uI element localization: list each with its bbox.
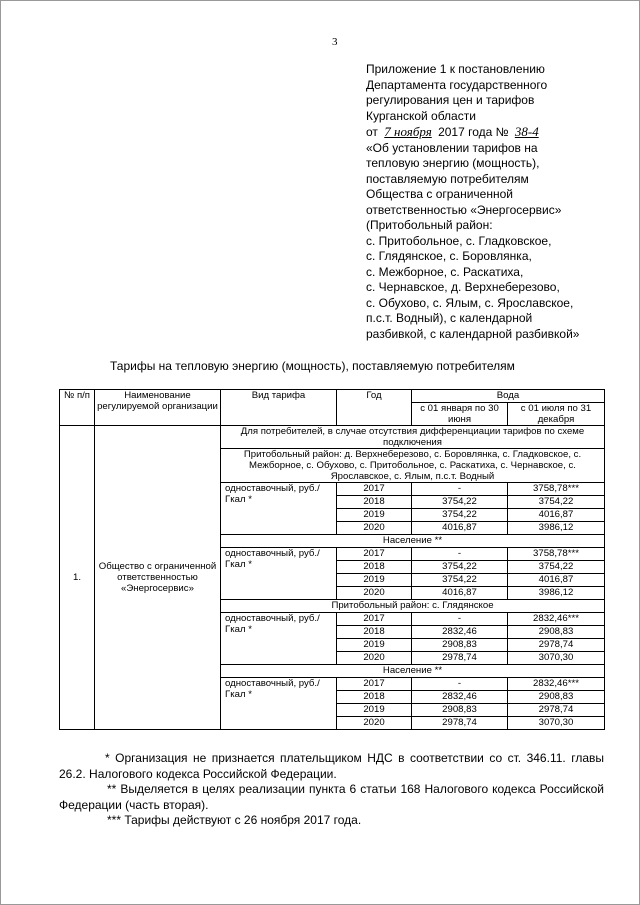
- date-year-number: 2017 года №: [438, 125, 509, 139]
- subject-line: с. Обухово, с. Ялым, с. Ярославское,: [366, 295, 574, 310]
- half1-value: -: [412, 548, 508, 561]
- half1-value: 2978,74: [412, 717, 508, 730]
- half2-value: 2832,46***: [508, 678, 605, 691]
- organization-name: Общество с ограниченной ответственностью «Энергосервис»: [95, 426, 221, 730]
- appendix-line: Приложение 1 к постановлению: [366, 62, 545, 76]
- half1-value: 2908,83: [412, 639, 508, 652]
- half2-value: 3986,12: [508, 587, 605, 600]
- header-period-1: с 01 января по 30 июня: [412, 403, 508, 426]
- year-cell: 2018: [337, 496, 412, 509]
- half2-value: 2978,74: [508, 704, 605, 717]
- subject-line: с. Межборное, с. Раскатиха,: [366, 264, 524, 279]
- half2-value: 2978,74: [508, 639, 605, 652]
- header-type: Вид тарифа: [221, 390, 337, 426]
- half1-value: -: [412, 613, 508, 626]
- subject-line: п.с.т. Водный), с календарной: [366, 311, 533, 325]
- year-cell: 2017: [337, 483, 412, 496]
- half2-value: 3070,30: [508, 717, 605, 730]
- table-title: Тарифы на тепловую энергию (мощность), поставляемую потребителям: [110, 359, 515, 373]
- year-cell: 2019: [337, 639, 412, 652]
- subject-line: с. Притобольное, с. Гладковское,: [366, 233, 552, 248]
- half2-value: 4016,87: [508, 574, 605, 587]
- half1-value: 2908,83: [412, 704, 508, 717]
- tariff-type: одноставочный, руб./Гкал *: [221, 613, 337, 665]
- half2-value: 2832,46***: [508, 613, 605, 626]
- header-num: № п/п: [60, 390, 95, 426]
- half2-value: 3986,12: [508, 522, 605, 535]
- page-number: 3: [332, 36, 338, 48]
- half2-value: 3758,78***: [508, 483, 605, 496]
- subject-line: ответственностью «Энергосервис»: [366, 202, 562, 217]
- year-cell: 2019: [337, 574, 412, 587]
- subject-line: поставляемую потребителям: [366, 171, 529, 186]
- subject-line: Общества с ограниченной: [366, 187, 513, 201]
- half2-value: 2908,83: [508, 626, 605, 639]
- half1-value: -: [412, 678, 508, 691]
- half1-value: 2832,46: [412, 626, 508, 639]
- year-cell: 2018: [337, 561, 412, 574]
- year-cell: 2017: [337, 613, 412, 626]
- half1-value: 3754,22: [412, 509, 508, 522]
- half1-value: 3754,22: [412, 561, 508, 574]
- section-area-1: Притобольный район: д. Верхнеберезово, с. Боровлянка, с. Гладковское, с. Межборное, с. Обухово, с. Притобольное, с. Раскатиха, с. Чернавское, с. Ярославское, с. Ялым, п.с.т. Водный: [221, 449, 605, 483]
- header-row: [60, 390, 605, 403]
- year-cell: 2020: [337, 652, 412, 665]
- footnotes: [59, 751, 604, 829]
- tariff-type: одноставочный, руб./Гкал *: [221, 548, 337, 600]
- tariff-type: одноставочный, руб./Гкал *: [221, 678, 337, 730]
- appendix-line: регулирования цен и тарифов: [366, 93, 535, 107]
- half2-value: 3754,22: [508, 496, 605, 509]
- year-cell: 2018: [337, 626, 412, 639]
- half1-value: 3754,22: [412, 574, 508, 587]
- half2-value: 3070,30: [508, 652, 605, 665]
- subject-line: (Притобольный район:: [366, 218, 493, 232]
- section-population: Население **: [221, 535, 605, 548]
- header-org: Наименование регулируемой организации: [95, 390, 221, 426]
- handwritten-date: 7 ноября: [384, 124, 432, 139]
- header-period-2: с 01 июля по 31 декабря: [508, 403, 605, 426]
- year-cell: 2020: [337, 717, 412, 730]
- subject-line: с. Чернавское, д. Верхнеберезово,: [366, 280, 560, 294]
- year-cell: 2018: [337, 691, 412, 704]
- header-year: Год: [337, 390, 412, 426]
- date-prefix: от: [366, 125, 378, 139]
- tariff-type: одноставочный, руб./Гкал *: [221, 483, 337, 535]
- footnote: *** Тарифы действуют с 26 ноября 2017 года.: [107, 813, 362, 827]
- section-population: Население **: [221, 665, 605, 678]
- year-cell: 2019: [337, 509, 412, 522]
- section-all-consumers: Для потребителей, в случае отсутствия дифференциации тарифов по схеме подключения: [221, 426, 605, 449]
- header-water: Вода: [412, 390, 605, 403]
- half2-value: 3758,78***: [508, 548, 605, 561]
- footnote: ** Выделяется в целях реализации пункта 6 статьи 168 Налогового кодекса Российской Федерации (часть вторая).: [59, 782, 604, 812]
- section-area-2: Притобольный район: с. Глядянское: [221, 600, 605, 613]
- half1-value: 3754,22: [412, 496, 508, 509]
- subject-line: «Об установлении тарифов на: [366, 140, 538, 155]
- row-number: 1.: [60, 426, 95, 730]
- half1-value: 2978,74: [412, 652, 508, 665]
- half1-value: 4016,87: [412, 587, 508, 600]
- tariff-table: [59, 389, 605, 730]
- half2-value: 2908,83: [508, 691, 605, 704]
- subject-line: тепловую энергию (мощность),: [366, 156, 540, 170]
- appendix-line: Департамента государственного: [366, 77, 548, 92]
- appendix-date-line: [366, 124, 616, 141]
- half1-value: -: [412, 483, 508, 496]
- half2-value: 4016,87: [508, 509, 605, 522]
- year-cell: 2020: [337, 522, 412, 535]
- year-cell: 2017: [337, 548, 412, 561]
- year-cell: 2017: [337, 678, 412, 691]
- half2-value: 3754,22: [508, 561, 605, 574]
- appendix-header: [366, 62, 616, 342]
- appendix-line: Курганской области: [366, 108, 476, 123]
- table-row: [60, 426, 605, 449]
- subject-line: с. Глядянское, с. Боровлянка,: [366, 249, 532, 263]
- handwritten-number: 38-4: [514, 124, 539, 139]
- year-cell: 2019: [337, 704, 412, 717]
- subject-line: разбивкой, с календарной разбивкой»: [366, 326, 580, 341]
- year-cell: 2020: [337, 587, 412, 600]
- half1-value: 2832,46: [412, 691, 508, 704]
- half1-value: 4016,87: [412, 522, 508, 535]
- footnote: * Организация не признается плательщиком НДС в соответствии со ст. 346.11. главы 26.2. Налогового кодекса Российской Федерации.: [59, 751, 604, 781]
